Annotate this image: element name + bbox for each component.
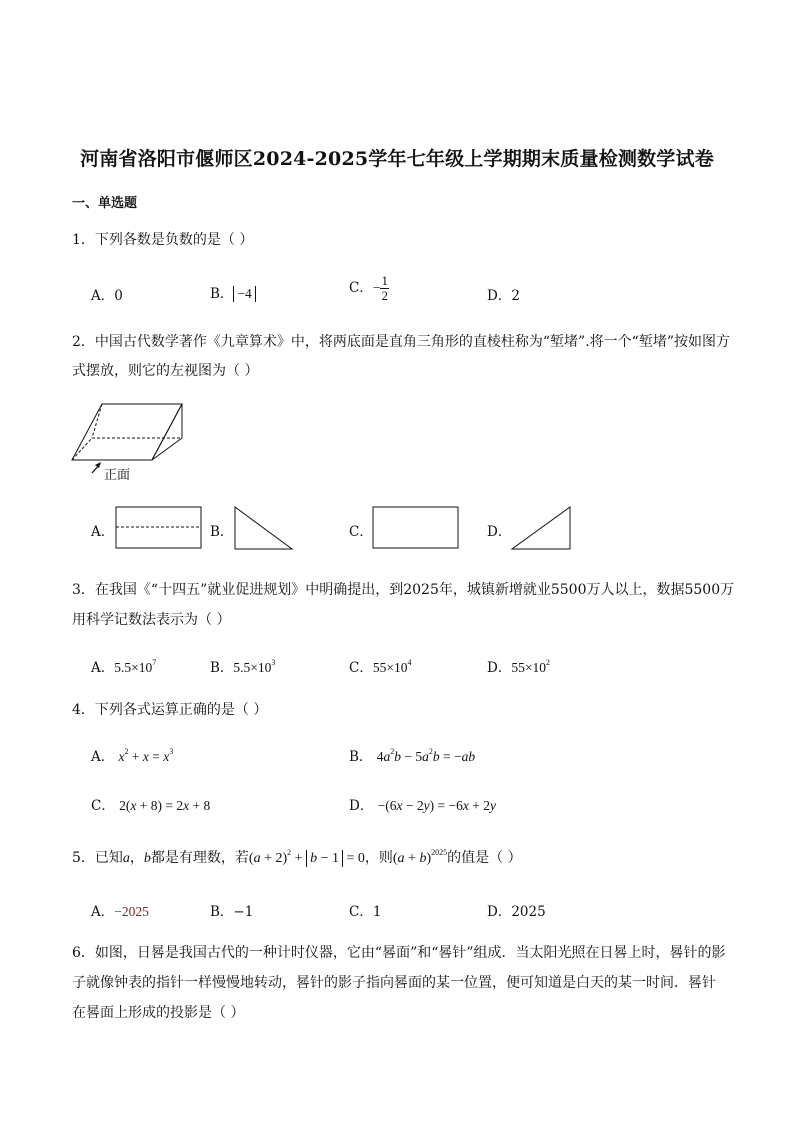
q2-option-a-figure [115, 506, 203, 550]
q3-option-c: C．$55\times 10^4$ [349, 658, 412, 676]
q2-option-c-figure [372, 506, 460, 550]
question-6-line2: 子就像钟表的指针一样慢慢地转动，晷针的影子指向晷面的某一位置，便可知道是白天的某一时间．晷针 [72, 975, 716, 991]
q3-option-d: D．$55\times 10^2$ [487, 658, 550, 676]
q3-option-a: A．$5.5\times 10^7$ [91, 658, 157, 676]
page-title: 河南省洛阳市偃师区2024-2025学年七年级上学期期末质量检测数学试卷 [80, 148, 714, 170]
question-3-line2: 用科学记数法表示为（ ） [72, 612, 231, 628]
question-1-stem: 1．下列各数是负数的是（ ） [72, 232, 254, 248]
front-label: 正面 [104, 468, 131, 483]
question-3-line1: 3．在我国《“十四五”就业促进规划》中明确提出，到2025年，城镇新增就业5500万人以上，数据5500万 [72, 582, 735, 598]
q4-option-a: A． $x^2 + x = x^3$ [91, 747, 174, 765]
q5-option-b: B．−1 [210, 904, 254, 920]
q2-option-a-label: A． [91, 524, 115, 540]
q1-option-b: B． −4 [210, 282, 256, 302]
question-2-line1: 2．中国古代数学著作《九章算术》中，将两底面是直角三角形的直棱柱称为“堑堵”.将一个“堑堵”按如图方 [72, 334, 730, 350]
q2-option-c-label: C． [349, 524, 373, 540]
q5-option-d: D．2025 [487, 904, 546, 920]
q3-option-b: B．$5.5\times 10^3$ [210, 658, 276, 676]
question-4-stem: 4．下列各式运算正确的是（ ） [72, 702, 268, 718]
question-6-line3: 在晷面上形成的投影是（ ） [72, 1005, 245, 1021]
q4-option-d: D． −(6x − 2y) = −6x + 2y [349, 798, 496, 814]
question-6-line1: 6．如图，日晷是我国古代的一种计时仪器，它由“晷面”和“晷针”组成．当太阳光照在日晷上时，晷针的影 [72, 945, 726, 961]
q5-option-a: A．−2025 [91, 904, 149, 920]
q4-option-c: C． 2(x + 8) = 2x + 8 [91, 798, 211, 814]
q2-option-d-figure [511, 506, 573, 551]
q1-option-c: C．− $\frac{1}{2}$ [349, 273, 388, 303]
q1-option-d: D．2 [487, 288, 520, 304]
q1-option-a: A．0 [91, 288, 123, 304]
q2-option-b-label: B． [210, 524, 234, 540]
q4-option-b: B． $4a^2b - 5a^2b = -ab$ [349, 747, 476, 765]
question-5-stem: 5．已知a，b都是有理数，若$(a + 2)^2 + b - 1 = 0$，则$(a + b)^{2025}$的值是（ ） [72, 848, 522, 866]
q2-option-d-label: D． [487, 524, 512, 540]
section-heading: 一、单选题 [72, 196, 138, 211]
question-2-line2: 式摆放，则它的左视图为（ ） [72, 363, 259, 379]
q5-option-c: C．1 [349, 904, 382, 920]
q2-option-b-figure [234, 506, 294, 551]
